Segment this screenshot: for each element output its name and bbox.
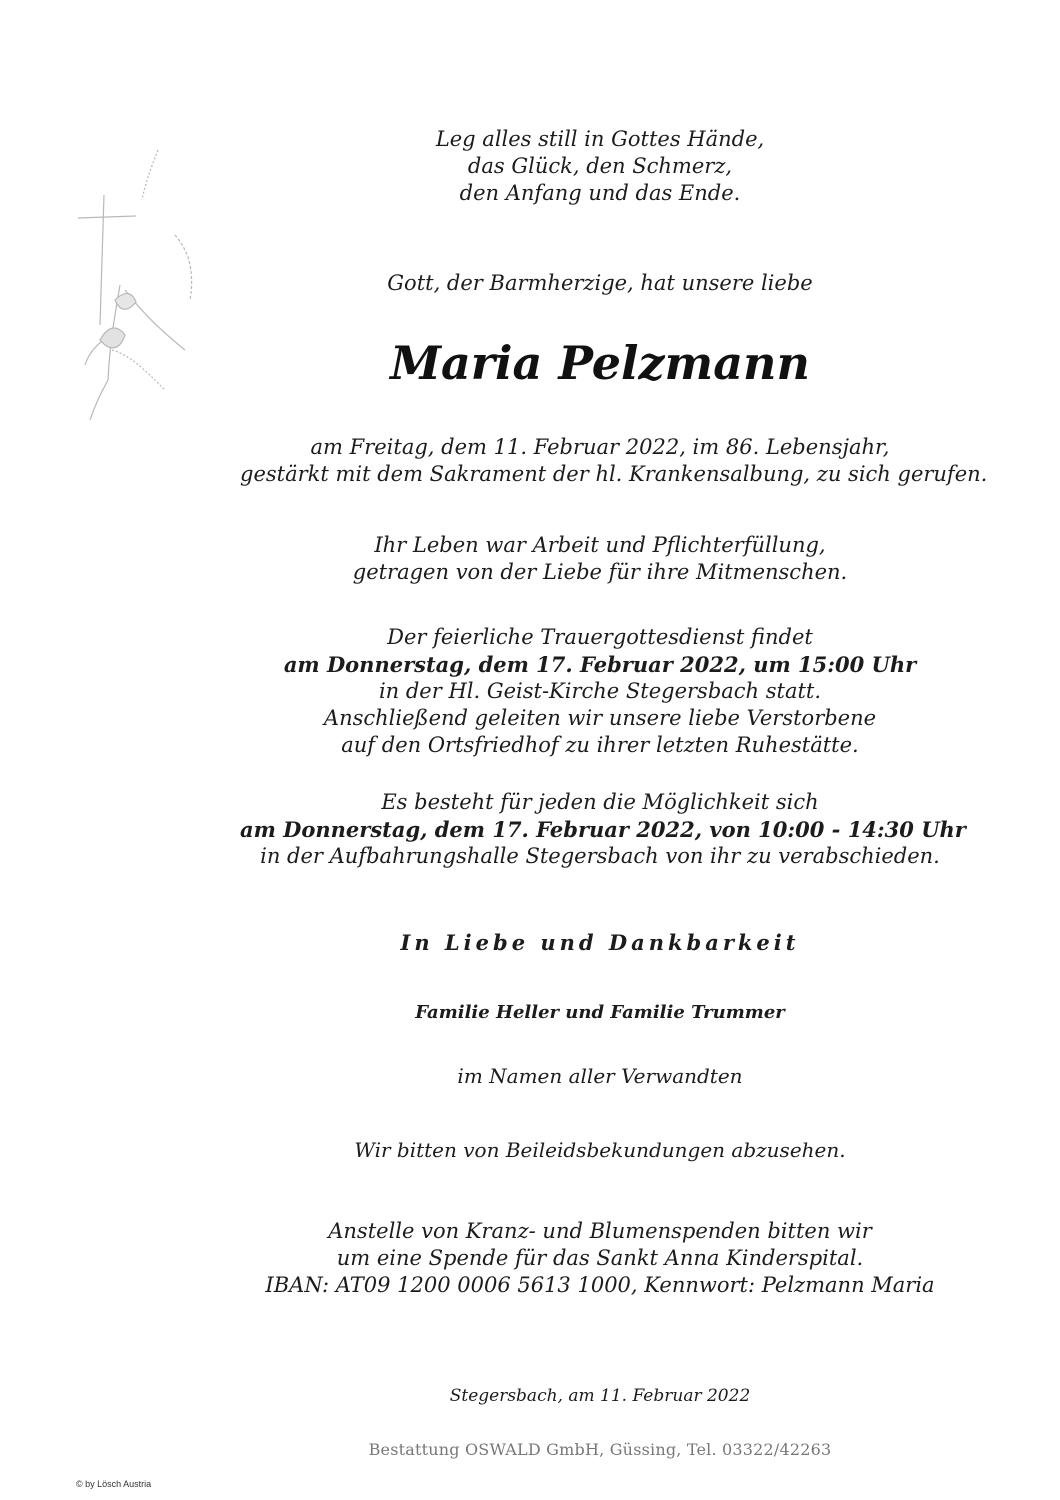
service-line: in der Hl. Geist-Kirche Stegersbach statt. bbox=[378, 679, 822, 703]
donation-line: um eine Spende für das Sankt Anna Kinderspital. bbox=[336, 1246, 864, 1270]
service-date: am Donnerstag, dem 17. Februar 2022, um 15:00 Uhr bbox=[283, 652, 917, 677]
verse-line: Leg alles still in Gottes Hände, bbox=[435, 127, 765, 151]
life-line: Ihr Leben war Arbeit und Pflichterfüllung, bbox=[374, 533, 826, 557]
death-notice bbox=[240, 434, 988, 488]
verse-line: das Glück, den Schmerz, bbox=[467, 154, 733, 178]
service-line: auf den Ortsfriedhof zu ihrer letzten Ruhestätte. bbox=[341, 733, 859, 757]
donation-line: Anstelle von Kranz- und Blumenspenden bitten wir bbox=[328, 1219, 872, 1243]
copyright-note: © by Lösch Austria bbox=[76, 1479, 152, 1489]
farewell-line: Es besteht für jeden die Möglichkeit sich bbox=[381, 790, 819, 814]
relatives-text: im Namen aller Verwandten bbox=[457, 1064, 743, 1088]
place-date: Stegersbach, am 11. Februar 2022 bbox=[449, 1386, 751, 1406]
undertaker-info: Bestattung OSWALD GmbH, Güssing, Tel. 03322/42263 bbox=[368, 1440, 832, 1459]
service-line: Anschließend geleiten wir unsere liebe Verstorbene bbox=[323, 706, 877, 730]
service-line: Der feierliche Trauergottesdienst findet bbox=[387, 625, 813, 649]
death-line: am Freitag, dem 11. Februar 2022, im 86. Lebensjahr, bbox=[310, 435, 890, 459]
intro-text: Gott, der Barmherzige, hat unsere liebe bbox=[387, 271, 813, 295]
life-line: getragen von der Liebe für ihre Mitmenschen. bbox=[352, 560, 848, 584]
death-line: gestärkt mit dem Sakrament der hl. Krankensalbung, zu sich gerufen. bbox=[240, 462, 988, 486]
donation-request bbox=[240, 1218, 960, 1299]
life-text bbox=[240, 532, 960, 586]
family-names: Familie Heller und Familie Trummer bbox=[415, 1002, 785, 1023]
farewell-date: am Donnerstag, dem 17. Februar 2022, von 10:00 - 14:30 Uhr bbox=[240, 817, 966, 842]
farewell-line: in der Aufbahrungshalle Stegersbach von ihr zu verabschieden. bbox=[260, 844, 940, 868]
farewell-viewing bbox=[240, 789, 966, 870]
condolence-request: Wir bitten von Beileidsbekundungen abzusehen. bbox=[354, 1138, 846, 1162]
gratitude-heading: In Liebe und Dankbarkeit bbox=[400, 930, 800, 955]
deceased-name: Maria Pelzmann bbox=[390, 336, 810, 390]
funeral-service bbox=[240, 624, 960, 759]
verse-line: den Anfang und das Ende. bbox=[459, 181, 741, 205]
verse bbox=[240, 126, 960, 207]
donation-iban: IBAN: AT09 1200 0006 5613 1000, Kennwort: Pelzmann Maria bbox=[265, 1273, 935, 1297]
cross-lily-icon bbox=[70, 140, 210, 430]
